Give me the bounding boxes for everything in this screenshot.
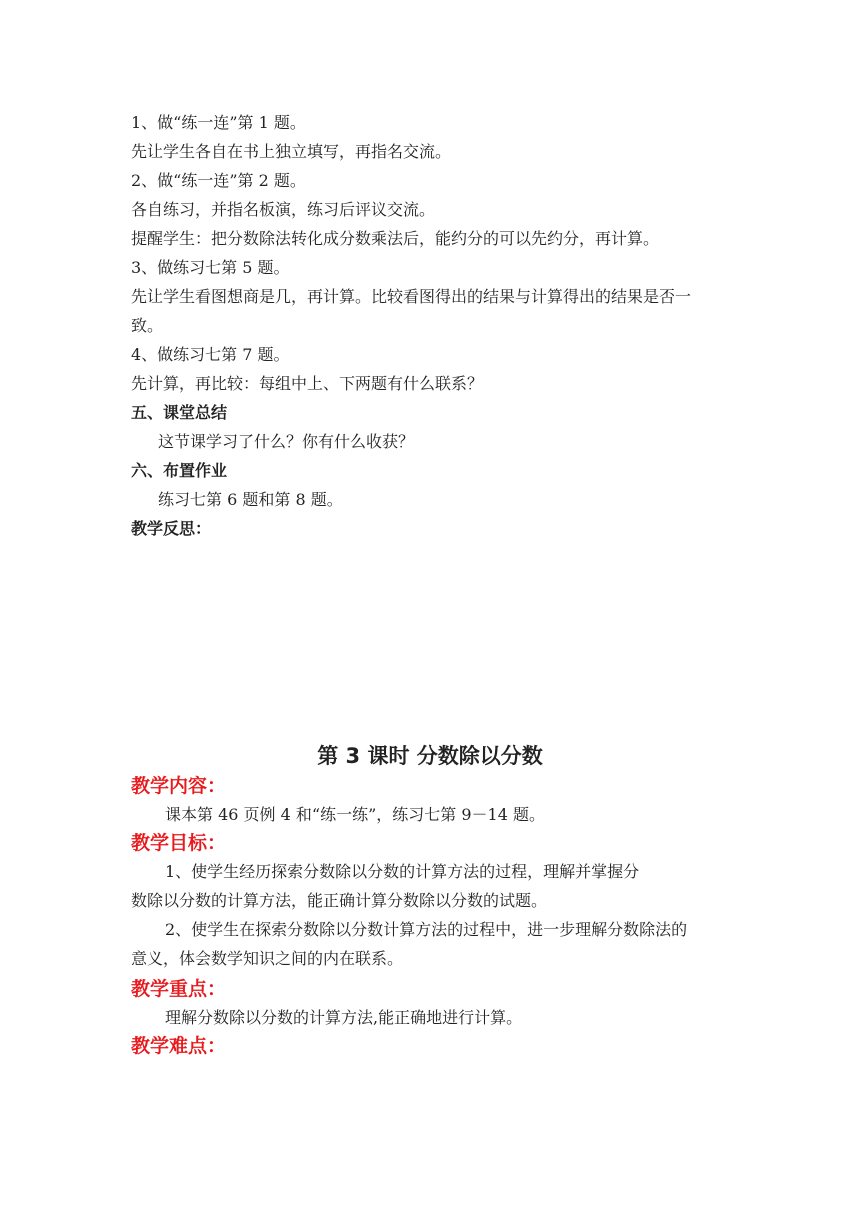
step-3-line: 3、做练习七第 5 题。	[131, 258, 290, 277]
step-3-desc-cont: 致。	[131, 316, 164, 335]
step-2-desc: 各自练习，并指名板演，练习后评议交流。	[131, 200, 436, 219]
step-2-line: 2、做“练一连”第 2 题。	[131, 171, 306, 190]
summary-heading: 五、课堂总结	[131, 403, 228, 422]
content-heading: 教学内容：	[131, 775, 227, 797]
homework-heading: 六、布置作业	[131, 461, 228, 480]
goal-2-line-cont: 意义，体会数学知识之间的内在联系。	[131, 949, 404, 968]
goal-1-line-cont: 数除以分数的计算方法，能正确计算分数除以分数的试题。	[131, 891, 548, 910]
goal-1-line: 1、使学生经历探索分数除以分数的计算方法的过程，理解并掌握分	[165, 862, 640, 881]
reflection-heading: 教学反思：	[131, 519, 212, 538]
goals-heading: 教学目标：	[131, 832, 227, 854]
difficulty-heading: 教学难点：	[131, 1035, 227, 1057]
step-1-line: 1、做“练一连”第 1 题。	[131, 113, 306, 132]
goal-2-line: 2、使学生在探索分数除以分数计算方法的过程中，进一步理解分数除法的	[165, 920, 688, 939]
step-2-reminder: 提醒学生：把分数除法转化成分数乘法后，能约分的可以先约分，再计算。	[131, 229, 660, 248]
step-4-line: 4、做练习七第 7 题。	[131, 345, 290, 364]
step-1-desc: 先让学生各自在书上独立填写，再指名交流。	[131, 142, 452, 161]
lesson-title: 第 3 课时 分数除以分数	[317, 744, 543, 768]
content-text: 课本第 46 页例 4 和“练一练”，练习七第 9－14 题。	[165, 805, 545, 824]
summary-text: 这节课学习了什么？你有什么收获？	[158, 432, 415, 451]
step-3-desc: 先让学生看图想商是几，再计算。比较看图得出的结果与计算得出的结果是否一	[131, 287, 692, 306]
key-heading: 教学重点：	[131, 978, 227, 1000]
step-4-desc: 先计算，再比较：每组中上、下两题有什么联系？	[131, 374, 484, 393]
homework-text: 练习七第 6 题和第 8 题。	[158, 490, 343, 509]
key-text: 理解分数除以分数的计算方法,能正确地进行计算。	[165, 1008, 523, 1027]
